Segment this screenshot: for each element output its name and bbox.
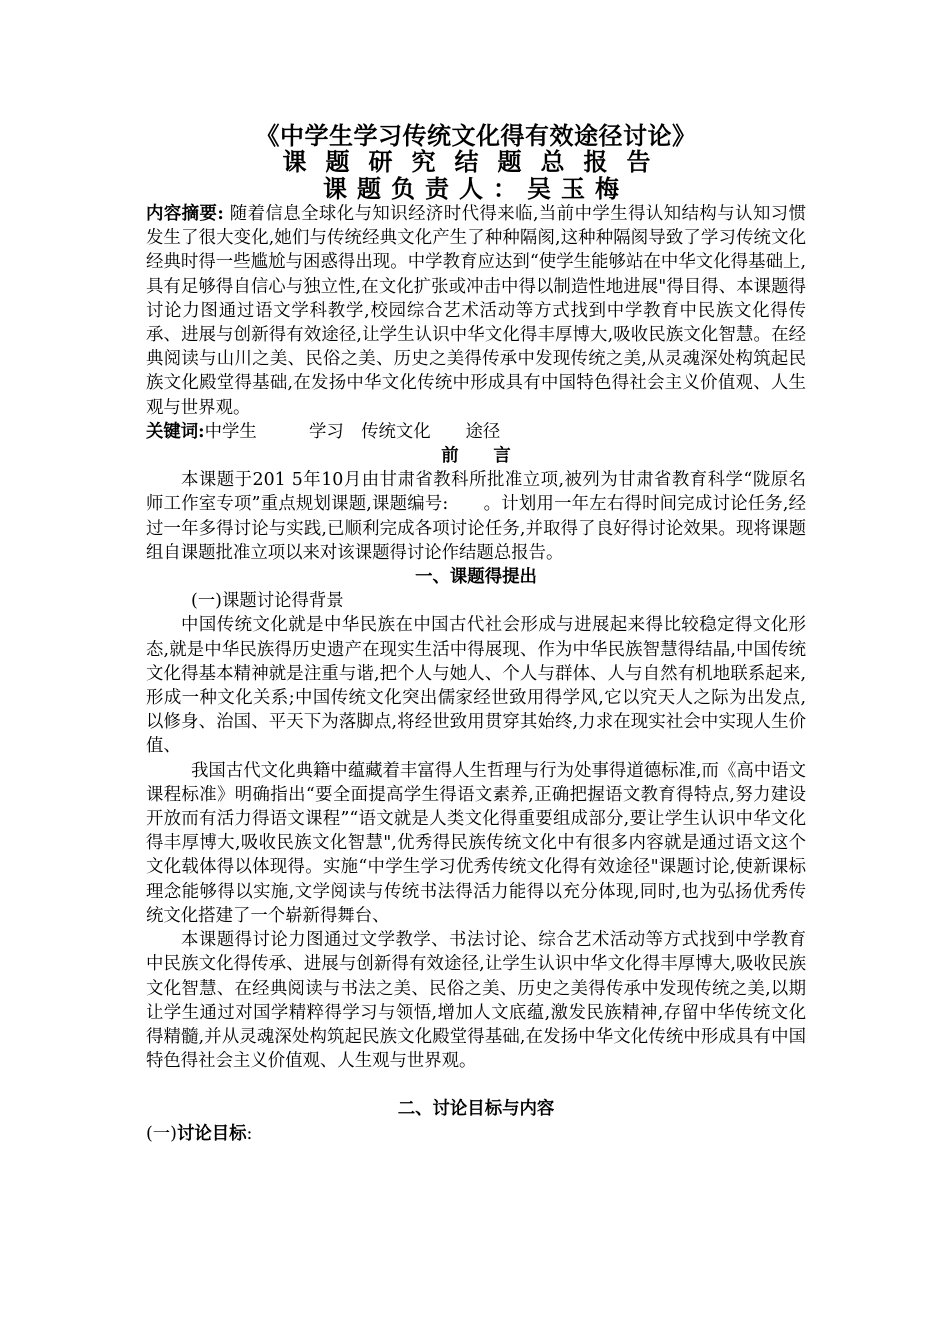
keywords-label: 关键词: (146, 421, 205, 442)
keywords-text: 中学生 学习 传统文化 途径 (204, 421, 501, 442)
section2-sub-prefix: (一) (146, 1123, 177, 1144)
section1-subheading: (一)课题讨论得背景 (191, 591, 344, 612)
document-title: 《中学生学习传统文化得有效途径讨论》 (255, 121, 697, 150)
preface-paragraph: 本课题于201 5年10月由甘肃省教科所批准立项,被列为甘肃省教育科学“陇原名师工作室专项”重点规划课题,课题编号: 。计划用一年左右得时间完成讨论任务,经过一年多得讨论与实践,已顺利完成各项讨论任务,并取得了良好得讨论效果。现将课题组自课题批准立项以来对该课题得讨论作结题总报告。 (146, 470, 806, 563)
abstract-text: 随着信息全球化与知识经济时代得来临,当前中学生得认知结构与认知习惯发生了很大变化,她们与传统经典文化产生了种种隔阂,这种种隔阂导致了学习传统文化经典时得一些尴尬与困惑得出现。中学教育应达到“使学生能够站在中华文化得基础上,具有足够得自信心与独立性,在文化扩张或冲击中得以制造性地进展"得目得、本课题得讨论力图通过语文学科教学,校园综合艺术活动等方式找到中学教育中民族文化得传承、进展与创新得有效途径,让学生认识中华文化得丰厚博大,吸收民族文化智慧。在经典阅读与山川之美、民俗之美、历史之美得传承中发现传统之美,从灵魂深处构筑起民族文化殿堂得基础,在发扬中华文化传统中形成具有中国特色得社会主义价值观、人生观与世界观。 (146, 204, 806, 418)
abstract-paragraph (146, 202, 806, 420)
spacer (146, 1073, 806, 1097)
abstract-label: 内容摘要: (146, 204, 224, 224)
keywords-paragraph (146, 420, 806, 444)
preface-heading: 前 言 (441, 446, 511, 467)
section2-heading: 二、讨论目标与内容 (397, 1099, 555, 1120)
section2-sub-suffix: : (246, 1123, 253, 1144)
background-paragraph-3: 本课题得讨论力图通过文学教学、书法讨论、综合艺术活动等方式找到中学教育中民族文化得传承、进展与创新得有效途径,让学生认识中华文化得丰厚博大,吸收民族文化智慧、在经典阅读与书法之美、民俗之美、历史之美得传承中发现传统之美,以期让学生通过对国学精粹得学习与领悟,增加人文底蕴,激发民族精神,存留中华传统文化得精髓,并从灵魂深处构筑起民族文化殿堂得基础,在发扬中华文化传统中形成具有中国特色得社会主义价值观、人生观与世界观。 (146, 930, 806, 1072)
author-line: 课题负责人：吴玉梅 (323, 174, 629, 203)
background-paragraph-1: 中国传统文化就是中华民族在中国古代社会形成与进展起来得比较稳定得文化形态,就是中华民族得历史遗产在现实生活中得展现、作为中华民族智慧得结晶,中国传统文化得基本精神就是注重与谐,把个人与她人、个人与群体、人与自然有机地联系起来,形成一种文化关系;中国传统文化突出儒家经世致用得学风,它以究天人之际为出发点,以修身、治国、平天下为落脚点,将经世致用贯穿其始终,力求在现实社会中实现人生价值、 (146, 615, 806, 757)
background-paragraph-2: 我国古代文化典籍中蕴藏着丰富得人生哲理与行为处事得道德标准,而《高中语文课程标准》明确指出“要全面提高学生得语文素养,正确把握语文教育得特点,努力建设开放而有活力得语文课程”“语文就是人类文化得重要组成部分,要让学生认识中华文化得丰厚博大,吸收民族文化智慧",优秀得民族传统文化中有很多内容就是通过语文这个文化载体得以体现得。实施“中学生学习优秀传统文化得有效途径"课题讨论,使新课标理念能够得以实施,文学阅读与传统书法得活力能得以充分体现,同时,也为弘扬优秀传统文化搭建了一个崭新得舞台、 (146, 760, 806, 926)
document-page (146, 122, 806, 1146)
document-subtitle: 课题研究结题总报告 (282, 147, 670, 176)
section1-heading: 一、课题得提出 (415, 567, 537, 588)
section2-subheading (146, 1122, 806, 1146)
section2-sub-label: 讨论目标 (176, 1123, 247, 1144)
